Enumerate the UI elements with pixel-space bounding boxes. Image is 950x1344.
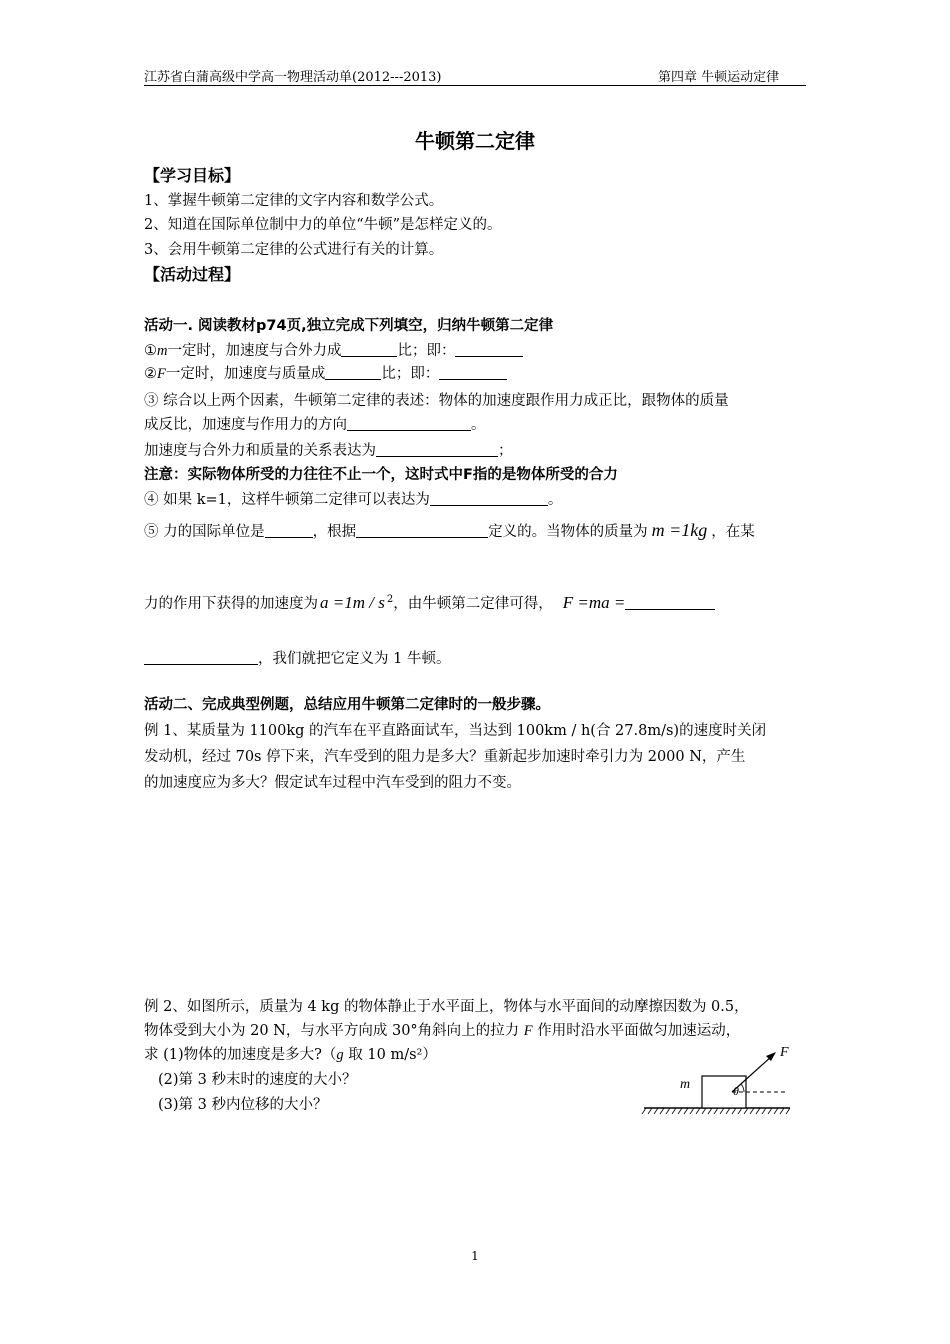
q5-blank-basis[interactable] <box>356 523 488 538</box>
q1-var: m <box>157 343 168 359</box>
ex1-line: 的加速度应为多大？假定试车过程中汽车受到的阻力不变。 <box>144 775 521 791</box>
ex2-line2 <box>144 1019 740 1040</box>
q5-formula2: a =1m / s <box>320 593 385 612</box>
note: 注意：实际物体所受的力往往不止一个，这时式中F指的是物体所受的合力 <box>144 467 618 483</box>
q5-formula3: F =ma = <box>562 593 626 612</box>
ex2-line3a: 求 (1)物体的加速度是多大?（ <box>144 1047 337 1063</box>
q2-blank-2[interactable] <box>439 365 507 380</box>
q1-prefix: ① <box>144 343 157 359</box>
q5-blank-result[interactable] <box>625 595 715 610</box>
q1-mid: 比；即： <box>397 343 456 359</box>
q1-blank-2[interactable] <box>455 342 523 357</box>
q5-blank-unit-expr[interactable] <box>144 650 258 665</box>
q5-line2-b: ，由牛顿第二定律可得， <box>393 596 553 612</box>
q3-blank-formula[interactable] <box>376 442 498 457</box>
process-heading: 【活动过程】 <box>144 265 241 284</box>
q3-line3 <box>144 439 513 460</box>
activity1-q5-line2 <box>144 592 715 613</box>
q2-prefix: ② <box>144 366 157 382</box>
q2-var: F <box>157 366 166 382</box>
q2-text: 一定时，加速度与质量成 <box>165 366 326 382</box>
mass-label: m <box>680 1077 691 1092</box>
objective-item: 3、会用牛顿第二定律的公式进行有关的计算。 <box>144 242 444 258</box>
q4-text: ④ 如果 k=1，这样牛顿第二定律可以表达为 <box>144 492 430 508</box>
page-title: 牛顿第二定律 <box>415 129 535 153</box>
activity2-heading: 活动二、完成典型例题，总结应用牛顿第二定律时的一般步骤。 <box>144 697 550 713</box>
q5-d: ，在某 <box>711 524 755 540</box>
activity1-q4 <box>144 488 562 509</box>
ex2-line3 <box>144 1043 437 1064</box>
q5-line2-a: 力的作用下获得的加速度为 <box>144 596 318 612</box>
force-label: F <box>780 1045 789 1060</box>
q5-a: ⑤ 力的国际单位是 <box>144 524 265 540</box>
ex2-line2-var: F <box>523 1023 533 1039</box>
header-divider <box>144 85 806 86</box>
objective-item: 1、掌握牛顿第二定律的文字内容和数学公式。 <box>144 193 444 209</box>
q3-line3-end: ； <box>498 443 513 459</box>
q5-formula2-sup: 2 <box>386 594 394 606</box>
objectives-heading: 【学习目标】 <box>144 166 241 185</box>
ex2-line3b: 取 10 m/s²） <box>343 1047 437 1063</box>
activity1-q5-line3 <box>144 647 450 668</box>
q1-blank-1[interactable] <box>341 342 397 357</box>
q1-text: 一定时，加速度与合外力成 <box>167 343 342 359</box>
q5-b: ，根据 <box>312 524 357 540</box>
q4-end: 。 <box>547 492 563 508</box>
q5-formula: m =1kg <box>651 520 708 540</box>
objective-item: 2、知道在国际单位制中力的单位“牛顿”是怎样定义的。 <box>144 217 502 233</box>
q2-mid: 比；即： <box>381 366 440 382</box>
q3-line1: ③ 综合以上两个因素，牛顿第二定律的表述：物体的加速度跟作用力成正比，跟物体的质量 <box>144 393 729 409</box>
activity1-q1 <box>144 339 523 360</box>
activity1-q5 <box>144 520 755 541</box>
page-number: 1 <box>471 1249 479 1263</box>
q5-blank-unit[interactable] <box>265 523 313 538</box>
ground-hatch <box>642 1108 790 1114</box>
q3-line3-text: 加速度与合外力和质量的关系表达为 <box>144 443 376 459</box>
angle-label: θ <box>733 1084 739 1098</box>
q3-blank-direction[interactable] <box>347 416 471 431</box>
ex2-line1: 例 2、如图所示，质量为 4 kg 的物体静止于水平面上，物体与水平面间的动摩擦因数为 0.5， <box>144 999 749 1015</box>
activity1-heading: 活动一. 阅读教材p74页,独立完成下列填空，归纳牛顿第二定律 <box>144 318 554 334</box>
ex1-line: 例 1、某质量为 1100kg 的汽车在平直路面试车，当达到 100km / h(合 27.8m/s)的速度时关闭 <box>144 723 767 739</box>
ex2-line3-var: g <box>336 1047 344 1063</box>
force-diagram <box>640 1040 800 1120</box>
header-right: 第四章 牛顿运动定律 <box>658 70 780 85</box>
ex1-line: 发动机，经过 70s 停下来，汽车受到的阻力是多大？重新起步加速时牵引力为 2000 N，产生 <box>144 749 746 765</box>
q5-c: 定义的。当物体的质量为 <box>488 524 648 540</box>
header-left: 江苏省白蒲高级中学高一物理活动单(2012---2013) <box>144 70 442 85</box>
ex2-line2b: 作用时沿水平面做匀加速运动， <box>532 1023 741 1039</box>
ex2-q2: (2)第 3 秒末时的速度的大小？ <box>158 1072 357 1088</box>
q3-line2-text: 成反比，加速度与作用力的方向 <box>144 417 347 433</box>
ex2-line2a: 物体受到大小为 20 N，与水平方向成 30°角斜向上的拉力 <box>144 1023 524 1039</box>
q2-blank-1[interactable] <box>325 365 381 380</box>
activity1-q2 <box>144 362 507 383</box>
q4-blank[interactable] <box>430 491 548 506</box>
q3-line2-end: 。 <box>471 417 486 433</box>
q3-line2 <box>144 413 486 434</box>
q5-line3-text: ，我们就把它定义为 1 牛顿。 <box>258 651 451 667</box>
ex2-q3: (3)第 3 秒内位移的大小？ <box>158 1097 328 1113</box>
